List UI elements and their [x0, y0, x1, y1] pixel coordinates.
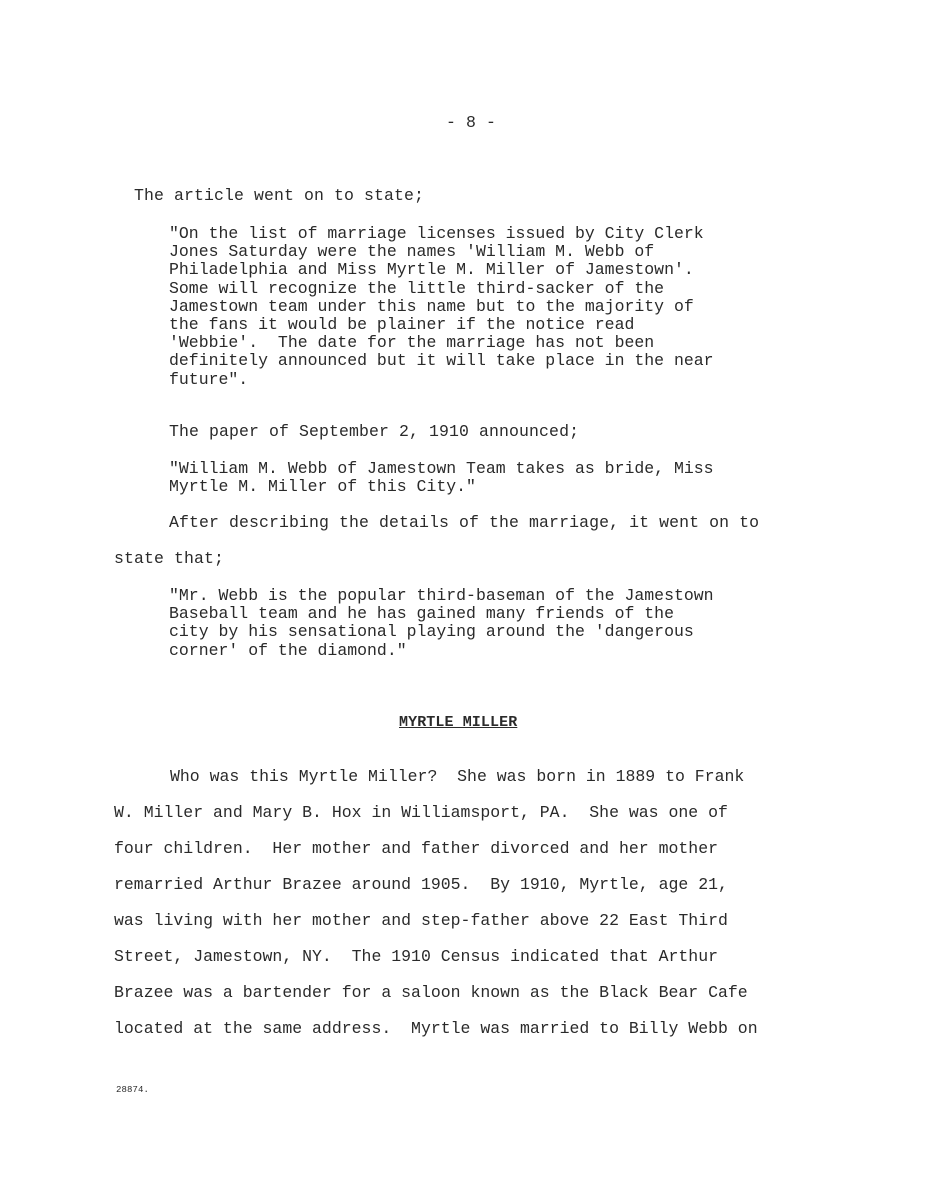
intro-line: The article went on to state; — [134, 186, 425, 205]
quote-line: definitely announced but it will take place in the near — [169, 351, 714, 371]
quote-marriage-licenses — [169, 225, 714, 389]
paragraph-line: Who was this Myrtle Miller? She was born in 1889 to Frank — [170, 767, 745, 786]
quote-line: Jones Saturday were the names 'William M. Webb of — [169, 242, 655, 262]
quote-line: 'Webbie'. The date for the marriage has not been — [169, 333, 655, 353]
paragraph-line: Street, Jamestown, NY. The 1910 Census indicated that Arthur — [114, 947, 718, 966]
quote-line: Jamestown team under this name but to the majority of — [169, 296, 694, 316]
quote-line: Philadelphia and Miss Myrtle M. Miller of Jamestown'. — [169, 260, 694, 280]
paragraph-line: located at the same address. Myrtle was married to Billy Webb on — [114, 1019, 758, 1038]
page-number: - 8 - — [446, 113, 497, 132]
paragraph-line: was living with her mother and step-father above 22 East Third — [114, 911, 728, 930]
section-heading: MYRTLE MILLER — [399, 714, 518, 731]
quote-line: Baseball team and he has gained many friends of the — [169, 604, 674, 624]
footer-code: 28874. — [116, 1085, 150, 1095]
quote-line: "On the list of marriage licenses issued by City Clerk — [169, 224, 704, 243]
quote-line: city by his sensational playing around the 'dangerous — [169, 622, 694, 642]
describe-line: After describing the details of the marriage, it went on to — [169, 513, 760, 532]
quote-line: Some will recognize the little third-sacker of the — [169, 278, 665, 298]
paragraph-line: remarried Arthur Brazee around 1905. By 1910, Myrtle, age 21, — [114, 875, 728, 894]
quote-line: future". — [169, 369, 249, 389]
paragraph-line: four children. Her mother and father divorced and her mother — [114, 839, 718, 858]
quote-bride — [169, 460, 714, 496]
paragraph-line: Brazee was a bartender for a saloon known as the Black Bear Cafe — [114, 983, 748, 1002]
quote-third-baseman — [169, 587, 714, 660]
body-paragraph — [114, 759, 758, 1047]
quote-line: the fans it would be plainer if the notice read — [169, 315, 635, 335]
quote-line: corner' of the diamond." — [169, 640, 407, 660]
paper-line: The paper of September 2, 1910 announced; — [169, 422, 580, 441]
paragraph-line: W. Miller and Mary B. Hox in Williamsport, PA. She was one of — [114, 803, 728, 822]
quote-line: Myrtle M. Miller of this City." — [169, 477, 476, 497]
describe-line-continued: state that; — [114, 549, 225, 568]
quote-line: "William M. Webb of Jamestown Team takes as bride, Miss — [169, 459, 714, 478]
quote-line: "Mr. Webb is the popular third-baseman of the Jamestown — [169, 586, 714, 605]
